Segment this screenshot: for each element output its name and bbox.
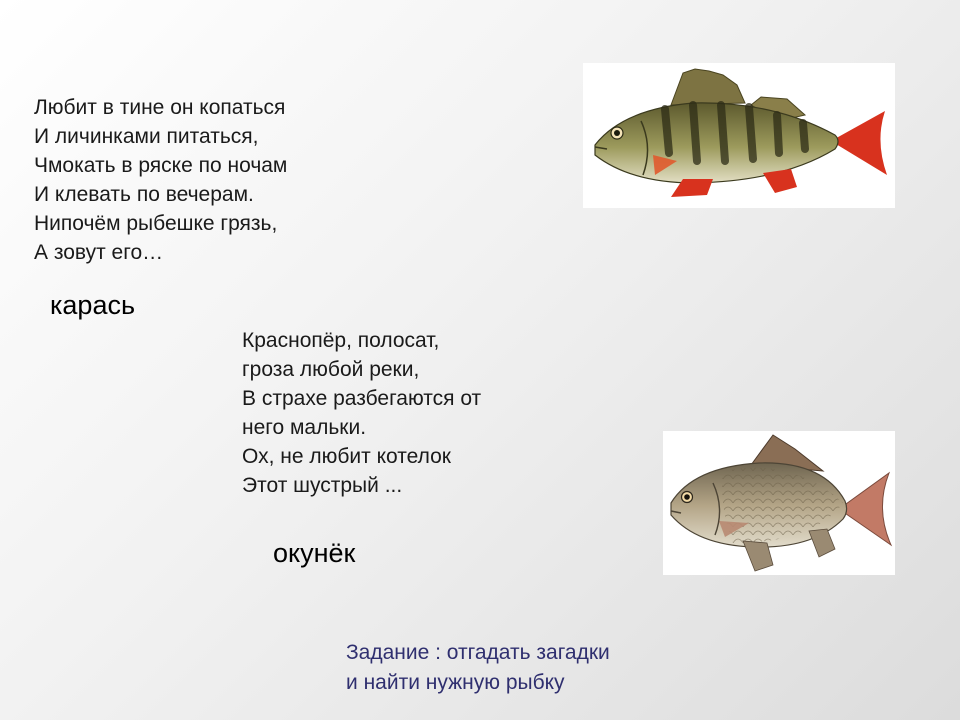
crucian-image[interactable] <box>663 431 895 575</box>
riddle-2-line: Краснопёр, полосат, <box>242 329 440 352</box>
riddle-1-line: Нипочём рыбешке грязь, <box>34 212 278 235</box>
riddle-2-line: В страхе разбегаются от <box>242 387 482 410</box>
riddle-1-line: А зовут его… <box>34 241 164 264</box>
task-line: и найти нужную рыбку <box>346 671 565 694</box>
task-instruction <box>346 638 610 698</box>
riddle-1-line: Любит в тине он копаться <box>34 96 286 119</box>
riddle-2-text <box>242 326 481 500</box>
riddle-1-line: И личинками питаться, <box>34 125 259 148</box>
perch-fish-icon <box>583 63 895 208</box>
riddle-2-line: него мальки. <box>242 416 367 439</box>
riddle-2-line: Этот шустрый ... <box>242 474 403 497</box>
riddle-2-line: Ох, не любит котелок <box>242 445 451 468</box>
crucian-carp-icon <box>663 431 895 575</box>
perch-image[interactable] <box>583 63 895 208</box>
answer-1-label[interactable]: карась <box>50 290 136 320</box>
riddle-1-text <box>34 93 287 267</box>
task-line: Задание : отгадать загадки <box>346 641 610 664</box>
riddle-1-line: И клевать по вечерам. <box>34 183 254 206</box>
riddle-1-line: Чмокать в ряске по ночам <box>34 154 288 177</box>
riddle-2-line: гроза любой реки, <box>242 358 420 381</box>
answer-2-label[interactable]: окунёк <box>273 538 356 568</box>
